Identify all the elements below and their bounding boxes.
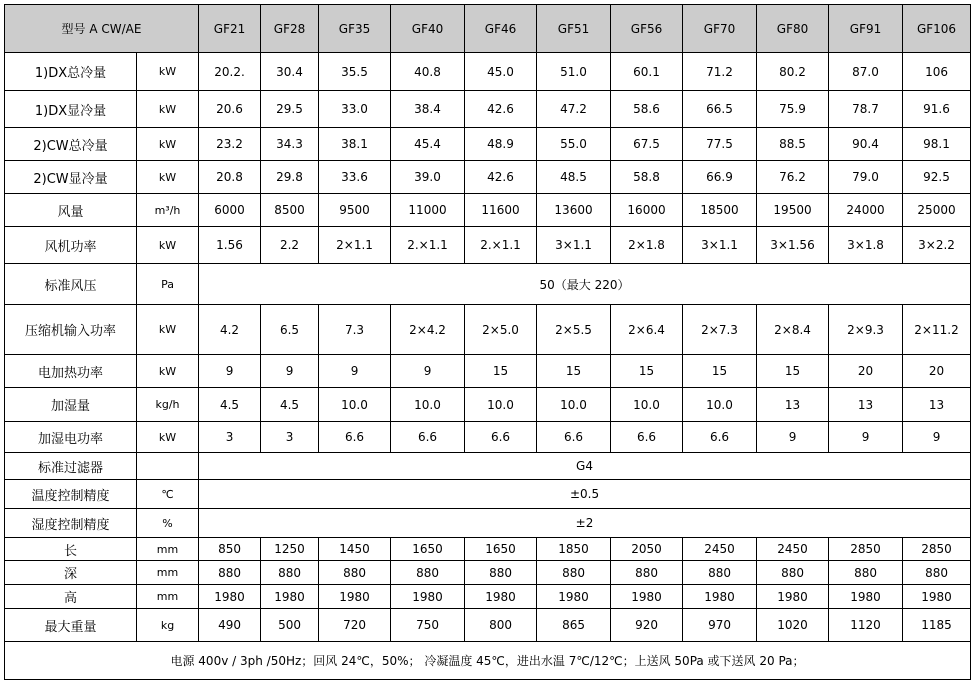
value-cell: 30.4 bbox=[261, 53, 319, 91]
value-cell: 3×1.8 bbox=[829, 227, 903, 264]
value-cell: 13600 bbox=[537, 194, 611, 227]
value-cell: 920 bbox=[611, 609, 683, 642]
value-cell: 77.5 bbox=[683, 128, 757, 161]
value-cell: 2×8.4 bbox=[757, 305, 829, 355]
footer-row bbox=[5, 642, 971, 680]
value-cell: 880 bbox=[611, 561, 683, 585]
spec-table bbox=[4, 4, 971, 680]
value-cell: 11000 bbox=[391, 194, 465, 227]
value-cell: 13 bbox=[757, 388, 829, 422]
value-cell: 850 bbox=[199, 538, 261, 561]
model-header: GF28 bbox=[261, 5, 319, 53]
value-cell: 880 bbox=[757, 561, 829, 585]
value-cell: 880 bbox=[199, 561, 261, 585]
value-cell: 880 bbox=[829, 561, 903, 585]
row-unit: ℃ bbox=[137, 480, 199, 509]
merged-value-cell: G4 bbox=[199, 453, 971, 480]
value-cell: 3×1.1 bbox=[683, 227, 757, 264]
value-cell: 55.0 bbox=[537, 128, 611, 161]
value-cell: 3 bbox=[199, 422, 261, 453]
value-cell: 2×1.8 bbox=[611, 227, 683, 264]
spec-row bbox=[5, 305, 971, 355]
header-row bbox=[5, 5, 971, 53]
value-cell: 10.0 bbox=[465, 388, 537, 422]
value-cell: 19500 bbox=[757, 194, 829, 227]
row-label: 加湿电功率 bbox=[5, 422, 137, 453]
value-cell: 20.6 bbox=[199, 91, 261, 128]
value-cell: 33.0 bbox=[319, 91, 391, 128]
model-header: GF70 bbox=[683, 5, 757, 53]
row-unit: kW bbox=[137, 161, 199, 194]
value-cell: 9 bbox=[261, 355, 319, 388]
row-unit: kW bbox=[137, 128, 199, 161]
row-label: 压缩机输入功率 bbox=[5, 305, 137, 355]
value-cell: 38.1 bbox=[319, 128, 391, 161]
value-cell: 880 bbox=[319, 561, 391, 585]
value-cell: 98.1 bbox=[903, 128, 971, 161]
value-cell: 76.2 bbox=[757, 161, 829, 194]
value-cell: 1450 bbox=[319, 538, 391, 561]
spec-table-body bbox=[5, 5, 971, 680]
value-cell: 1980 bbox=[261, 585, 319, 609]
spec-row bbox=[5, 561, 971, 585]
value-cell: 10.0 bbox=[319, 388, 391, 422]
value-cell: 865 bbox=[537, 609, 611, 642]
spec-row bbox=[5, 227, 971, 264]
value-cell: 1650 bbox=[391, 538, 465, 561]
value-cell: 58.6 bbox=[611, 91, 683, 128]
value-cell: 880 bbox=[903, 561, 971, 585]
value-cell: 1020 bbox=[757, 609, 829, 642]
row-label: 深 bbox=[5, 561, 137, 585]
row-unit: kW bbox=[137, 91, 199, 128]
row-unit: kW bbox=[137, 422, 199, 453]
spec-row bbox=[5, 161, 971, 194]
row-label: 1)DX显冷量 bbox=[5, 91, 137, 128]
value-cell: 2×11.2 bbox=[903, 305, 971, 355]
spec-row bbox=[5, 509, 971, 538]
value-cell: 29.5 bbox=[261, 91, 319, 128]
model-header: GF80 bbox=[757, 5, 829, 53]
value-cell: 8500 bbox=[261, 194, 319, 227]
row-label: 湿度控制精度 bbox=[5, 509, 137, 538]
value-cell: 16000 bbox=[611, 194, 683, 227]
value-cell: 1980 bbox=[757, 585, 829, 609]
value-cell: 1850 bbox=[537, 538, 611, 561]
value-cell: 20.2. bbox=[199, 53, 261, 91]
value-cell: 2.×1.1 bbox=[391, 227, 465, 264]
value-cell: 2.×1.1 bbox=[465, 227, 537, 264]
value-cell: 20 bbox=[903, 355, 971, 388]
value-cell: 9500 bbox=[319, 194, 391, 227]
value-cell: 66.9 bbox=[683, 161, 757, 194]
value-cell: 29.8 bbox=[261, 161, 319, 194]
spec-row bbox=[5, 480, 971, 509]
value-cell: 2×5.0 bbox=[465, 305, 537, 355]
value-cell: 9 bbox=[829, 422, 903, 453]
value-cell: 1980 bbox=[391, 585, 465, 609]
value-cell: 48.9 bbox=[465, 128, 537, 161]
value-cell: 40.8 bbox=[391, 53, 465, 91]
value-cell: 80.2 bbox=[757, 53, 829, 91]
value-cell: 75.9 bbox=[757, 91, 829, 128]
merged-value-cell: 50（最大 220） bbox=[199, 264, 971, 305]
value-cell: 880 bbox=[391, 561, 465, 585]
spec-row bbox=[5, 585, 971, 609]
footer-note: 电源 400v / 3ph /50Hz；回风 24℃，50%； 冷凝温度 45℃，进出水温 7℃/12℃；上送风 50Pa 或下送风 20 Pa； bbox=[5, 642, 971, 680]
spec-row bbox=[5, 453, 971, 480]
value-cell: 20.8 bbox=[199, 161, 261, 194]
row-unit: kW bbox=[137, 53, 199, 91]
value-cell: 39.0 bbox=[391, 161, 465, 194]
row-unit: mm bbox=[137, 561, 199, 585]
spec-row bbox=[5, 194, 971, 227]
value-cell: 9 bbox=[391, 355, 465, 388]
value-cell: 23.2 bbox=[199, 128, 261, 161]
row-unit bbox=[137, 453, 199, 480]
row-label: 最大重量 bbox=[5, 609, 137, 642]
value-cell: 18500 bbox=[683, 194, 757, 227]
value-cell: 20 bbox=[829, 355, 903, 388]
value-cell: 60.1 bbox=[611, 53, 683, 91]
value-cell: 3×1.56 bbox=[757, 227, 829, 264]
spec-row bbox=[5, 264, 971, 305]
value-cell: 42.6 bbox=[465, 161, 537, 194]
value-cell: 9 bbox=[319, 355, 391, 388]
row-label: 加湿量 bbox=[5, 388, 137, 422]
row-label: 1)DX总冷量 bbox=[5, 53, 137, 91]
spec-row bbox=[5, 128, 971, 161]
row-unit: kg bbox=[137, 609, 199, 642]
spec-row bbox=[5, 538, 971, 561]
value-cell: 1980 bbox=[611, 585, 683, 609]
value-cell: 1.56 bbox=[199, 227, 261, 264]
value-cell: 750 bbox=[391, 609, 465, 642]
spec-row bbox=[5, 53, 971, 91]
value-cell: 45.4 bbox=[391, 128, 465, 161]
row-unit: kW bbox=[137, 227, 199, 264]
value-cell: 90.4 bbox=[829, 128, 903, 161]
value-cell: 3×2.2 bbox=[903, 227, 971, 264]
value-cell: 78.7 bbox=[829, 91, 903, 128]
value-cell: 1120 bbox=[829, 609, 903, 642]
value-cell: 1250 bbox=[261, 538, 319, 561]
value-cell: 6.6 bbox=[465, 422, 537, 453]
value-cell: 10.0 bbox=[537, 388, 611, 422]
spec-row bbox=[5, 355, 971, 388]
value-cell: 880 bbox=[261, 561, 319, 585]
value-cell: 106 bbox=[903, 53, 971, 91]
value-cell: 6.6 bbox=[537, 422, 611, 453]
value-cell: 2.2 bbox=[261, 227, 319, 264]
value-cell: 58.8 bbox=[611, 161, 683, 194]
value-cell: 1980 bbox=[199, 585, 261, 609]
spec-row bbox=[5, 609, 971, 642]
value-cell: 7.3 bbox=[319, 305, 391, 355]
value-cell: 3 bbox=[261, 422, 319, 453]
value-cell: 1980 bbox=[465, 585, 537, 609]
value-cell: 3×1.1 bbox=[537, 227, 611, 264]
value-cell: 10.0 bbox=[611, 388, 683, 422]
value-cell: 2050 bbox=[611, 538, 683, 561]
value-cell: 6.5 bbox=[261, 305, 319, 355]
value-cell: 88.5 bbox=[757, 128, 829, 161]
value-cell: 24000 bbox=[829, 194, 903, 227]
row-unit: mm bbox=[137, 538, 199, 561]
row-unit: kW bbox=[137, 305, 199, 355]
model-label: 型号 A CW/AE bbox=[5, 5, 199, 53]
model-header: GF35 bbox=[319, 5, 391, 53]
row-unit: Pa bbox=[137, 264, 199, 305]
row-label: 2)CW总冷量 bbox=[5, 128, 137, 161]
value-cell: 51.0 bbox=[537, 53, 611, 91]
value-cell: 2450 bbox=[757, 538, 829, 561]
value-cell: 4.5 bbox=[199, 388, 261, 422]
value-cell: 6.6 bbox=[611, 422, 683, 453]
value-cell: 880 bbox=[537, 561, 611, 585]
model-header: GF56 bbox=[611, 5, 683, 53]
row-label: 高 bbox=[5, 585, 137, 609]
value-cell: 2×9.3 bbox=[829, 305, 903, 355]
value-cell: 71.2 bbox=[683, 53, 757, 91]
value-cell: 15 bbox=[683, 355, 757, 388]
value-cell: 15 bbox=[757, 355, 829, 388]
value-cell: 970 bbox=[683, 609, 757, 642]
value-cell: 13 bbox=[829, 388, 903, 422]
value-cell: 38.4 bbox=[391, 91, 465, 128]
value-cell: 2850 bbox=[829, 538, 903, 561]
value-cell: 9 bbox=[903, 422, 971, 453]
model-header: GF21 bbox=[199, 5, 261, 53]
value-cell: 66.5 bbox=[683, 91, 757, 128]
value-cell: 1980 bbox=[903, 585, 971, 609]
value-cell: 6000 bbox=[199, 194, 261, 227]
value-cell: 1980 bbox=[683, 585, 757, 609]
spec-row bbox=[5, 388, 971, 422]
row-label: 风量 bbox=[5, 194, 137, 227]
value-cell: 880 bbox=[683, 561, 757, 585]
value-cell: 15 bbox=[611, 355, 683, 388]
model-header: GF51 bbox=[537, 5, 611, 53]
model-header: GF91 bbox=[829, 5, 903, 53]
value-cell: 45.0 bbox=[465, 53, 537, 91]
value-cell: 490 bbox=[199, 609, 261, 642]
value-cell: 1980 bbox=[537, 585, 611, 609]
value-cell: 720 bbox=[319, 609, 391, 642]
row-unit: % bbox=[137, 509, 199, 538]
value-cell: 1980 bbox=[319, 585, 391, 609]
value-cell: 87.0 bbox=[829, 53, 903, 91]
value-cell: 34.3 bbox=[261, 128, 319, 161]
row-unit: kW bbox=[137, 355, 199, 388]
value-cell: 2450 bbox=[683, 538, 757, 561]
row-label: 标准风压 bbox=[5, 264, 137, 305]
value-cell: 15 bbox=[537, 355, 611, 388]
value-cell: 880 bbox=[465, 561, 537, 585]
value-cell: 67.5 bbox=[611, 128, 683, 161]
row-unit: m³/h bbox=[137, 194, 199, 227]
value-cell: 2×4.2 bbox=[391, 305, 465, 355]
value-cell: 2×1.1 bbox=[319, 227, 391, 264]
value-cell: 1980 bbox=[829, 585, 903, 609]
value-cell: 48.5 bbox=[537, 161, 611, 194]
row-label: 标准过滤器 bbox=[5, 453, 137, 480]
value-cell: 800 bbox=[465, 609, 537, 642]
model-header: GF40 bbox=[391, 5, 465, 53]
value-cell: 33.6 bbox=[319, 161, 391, 194]
value-cell: 1185 bbox=[903, 609, 971, 642]
row-unit: kg/h bbox=[137, 388, 199, 422]
row-unit: mm bbox=[137, 585, 199, 609]
value-cell: 6.6 bbox=[683, 422, 757, 453]
row-label: 2)CW显冷量 bbox=[5, 161, 137, 194]
value-cell: 47.2 bbox=[537, 91, 611, 128]
merged-value-cell: ±2 bbox=[199, 509, 971, 538]
merged-value-cell: ±0.5 bbox=[199, 480, 971, 509]
value-cell: 4.5 bbox=[261, 388, 319, 422]
value-cell: 2×5.5 bbox=[537, 305, 611, 355]
value-cell: 35.5 bbox=[319, 53, 391, 91]
value-cell: 2×7.3 bbox=[683, 305, 757, 355]
value-cell: 500 bbox=[261, 609, 319, 642]
value-cell: 6.6 bbox=[391, 422, 465, 453]
value-cell: 10.0 bbox=[683, 388, 757, 422]
value-cell: 1650 bbox=[465, 538, 537, 561]
value-cell: 13 bbox=[903, 388, 971, 422]
value-cell: 2×6.4 bbox=[611, 305, 683, 355]
value-cell: 2850 bbox=[903, 538, 971, 561]
value-cell: 25000 bbox=[903, 194, 971, 227]
spec-row bbox=[5, 422, 971, 453]
row-label: 长 bbox=[5, 538, 137, 561]
row-label: 风机功率 bbox=[5, 227, 137, 264]
value-cell: 11600 bbox=[465, 194, 537, 227]
spec-row bbox=[5, 91, 971, 128]
value-cell: 9 bbox=[199, 355, 261, 388]
value-cell: 10.0 bbox=[391, 388, 465, 422]
value-cell: 15 bbox=[465, 355, 537, 388]
value-cell: 9 bbox=[757, 422, 829, 453]
value-cell: 79.0 bbox=[829, 161, 903, 194]
value-cell: 6.6 bbox=[319, 422, 391, 453]
row-label: 温度控制精度 bbox=[5, 480, 137, 509]
value-cell: 91.6 bbox=[903, 91, 971, 128]
model-header: GF46 bbox=[465, 5, 537, 53]
value-cell: 92.5 bbox=[903, 161, 971, 194]
value-cell: 4.2 bbox=[199, 305, 261, 355]
value-cell: 42.6 bbox=[465, 91, 537, 128]
model-header: GF106 bbox=[903, 5, 971, 53]
row-label: 电加热功率 bbox=[5, 355, 137, 388]
